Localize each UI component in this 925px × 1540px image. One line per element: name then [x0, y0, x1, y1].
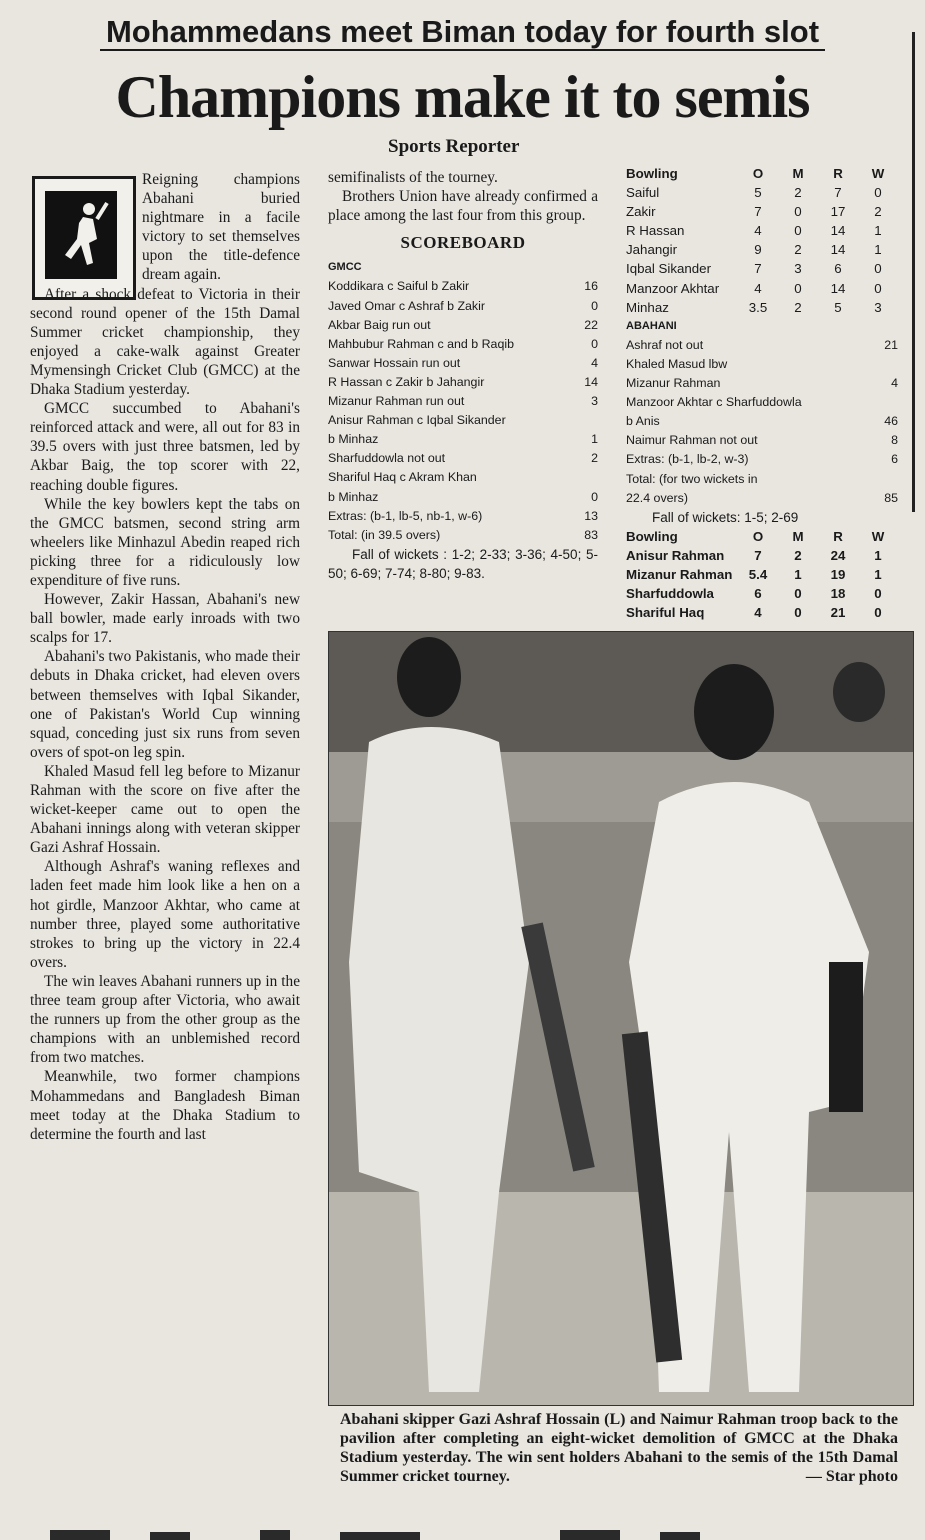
overs: 4 — [754, 280, 762, 296]
runs-conceded: 19 — [830, 566, 846, 582]
batting-row — [626, 412, 898, 431]
column-rule — [912, 32, 915, 512]
maidens: 0 — [794, 586, 802, 602]
batsman-entry: Naimur Rahman not out — [626, 433, 758, 448]
cut-off-text-fragment — [40, 1526, 900, 1540]
batsman-entry: b Minhaz — [328, 432, 379, 447]
paragraph: Khaled Masud fell leg before to Mizanur Rahman with the score on five after the wicket-keeper came out to open the Abahani innings along with veteran skipper Gazi Ashraf Hossain. — [30, 762, 300, 857]
batting-row — [626, 489, 898, 508]
bowling-row — [626, 603, 898, 622]
wickets: 0 — [874, 280, 882, 296]
bowler-name: Anisur Rahman — [626, 547, 725, 563]
maidens: 2 — [794, 547, 802, 563]
wickets: 0 — [874, 185, 882, 201]
bowler-name: Saiful — [626, 185, 660, 201]
bowling-row — [626, 546, 898, 565]
team-name: ABAHANI — [626, 319, 677, 332]
batting-row — [626, 336, 898, 355]
paragraph: Reigning champions Abahani buried nightmare in a facile victory to set themselves upon the title-defence dream again. — [142, 171, 300, 284]
article-column-2 — [328, 168, 598, 583]
byline: Sports Reporter — [388, 136, 520, 157]
batsman-entry: Khaled Masud lbw — [626, 356, 728, 371]
runs-conceded: 14 — [830, 242, 846, 258]
batting-row — [328, 392, 598, 411]
runs: 21 — [884, 337, 898, 352]
col-m: M — [792, 528, 804, 544]
runs-conceded: 17 — [830, 204, 846, 220]
overs: 9 — [754, 242, 762, 258]
paragraph: Meanwhile, two former champions Mohammedans and Bangladesh Biman meet today at the Dhaka Stadium to determine the fourth and last — [30, 1068, 300, 1143]
bowling-row — [626, 259, 898, 278]
runs: 16 — [584, 279, 598, 294]
wickets: 1 — [874, 547, 882, 563]
batting-row — [626, 393, 898, 412]
runs: 0 — [591, 336, 598, 351]
batsman-entry: Extras: (b-1, lb-2, w-3) — [626, 452, 749, 467]
runs-conceded: 18 — [830, 586, 846, 602]
col-o: O — [752, 528, 764, 544]
runs-conceded: 6 — [834, 261, 842, 277]
scoreboard-title: SCOREBOARD — [400, 233, 526, 253]
wickets: 1 — [874, 223, 882, 239]
runs: 4 — [591, 355, 598, 370]
paragraph: However, Zakir Hassan, Abahani's new ball bowler, made early inroads with two scalps for 17. — [30, 591, 300, 647]
bowling-header — [626, 164, 898, 183]
batting-row — [626, 374, 898, 393]
maidens: 2 — [794, 299, 802, 315]
batsman-entry: 22.4 overs) — [626, 490, 688, 505]
batting-row — [328, 449, 598, 468]
bowler-name: Minhaz — [626, 299, 669, 315]
batsman-entry: Akbar Baig run out — [328, 317, 431, 332]
batsman-entry: Total: (for two wickets in — [626, 471, 758, 486]
bowling-row — [626, 279, 898, 298]
kicker-headline — [0, 14, 925, 50]
bowling-header — [626, 527, 898, 546]
batsman-entry: Javed Omar c Ashraf b Zakir — [328, 298, 485, 313]
bowler-name: Manzoor Akhtar — [626, 280, 720, 296]
bowling-row — [626, 240, 898, 259]
paragraph: Brothers Union have already confirmed a place among the last four from this group. — [328, 188, 598, 225]
wickets: 1 — [874, 242, 882, 258]
bowling-row — [626, 565, 898, 584]
batting-row — [626, 355, 898, 374]
batting-row — [328, 411, 598, 430]
batsman-entry: Anisur Rahman c Iqbal Sikander — [328, 413, 506, 428]
batsman-entry: Mahbubur Rahman c and b Raqib — [328, 336, 514, 351]
runs: 22 — [584, 317, 598, 332]
wickets: 2 — [874, 204, 882, 220]
photo-caption — [340, 1410, 898, 1486]
batsman-entry: Koddikara c Saiful b Zakir — [328, 279, 470, 294]
overs: 5 — [754, 185, 762, 201]
runs: 3 — [591, 394, 598, 409]
batsman-entry: Extras: (b-1, lb-5, nb-1, w-6) — [328, 508, 483, 523]
runs-conceded: 14 — [830, 223, 846, 239]
wickets: 0 — [874, 586, 882, 602]
bowler-name: Mizanur Rahman — [626, 566, 733, 582]
batting-row — [328, 507, 598, 526]
batsman-entry: b Anis — [626, 414, 660, 429]
overs: 4 — [754, 605, 762, 621]
runs: 85 — [884, 490, 898, 505]
bowling-row — [626, 202, 898, 221]
runs-conceded: 14 — [830, 280, 846, 296]
caption-text: Abahani skipper Gazi Ashraf Hossain (L) and Naimur Rahman troop back to the pavilion after completing an eight-wicket demolition of GMCC at the Dhaka Stadium yesterday. The win sent holders Abahani to the semis of the 15th Damal Summer cricket tourney. — [340, 1411, 898, 1485]
maidens: 3 — [794, 261, 802, 277]
scoreboard-batting-gmcc — [328, 258, 598, 583]
batsman-entry: Shariful Haq c Akram Khan — [328, 470, 477, 485]
col-r: R — [833, 166, 843, 181]
batting-row — [626, 450, 898, 469]
bowling-label: Bowling — [626, 166, 678, 181]
batsman-entry: Sharfuddowla not out — [328, 451, 446, 466]
batting-row — [328, 526, 598, 545]
bowling-label: Bowling — [626, 528, 678, 544]
col-o: O — [752, 166, 764, 181]
maidens: 0 — [794, 204, 802, 220]
overs: 7 — [754, 204, 762, 220]
batsman-entry: Manzoor Akhtar c Sharfuddowla — [626, 395, 802, 410]
bowler-name: Sharfuddowla — [626, 586, 714, 602]
runs-conceded: 7 — [834, 185, 842, 201]
batting-row — [328, 335, 598, 354]
overs: 7 — [754, 547, 762, 563]
paragraph: Abahani's two Pakistanis, who made their debuts in Dhaka cricket, had eleven overs between themselves with Iqbal Sikander, one of Pakistan's World Cup winning squad, conceding just six runs from seven overs of spot-on leg spin. — [30, 648, 300, 761]
runs-conceded: 24 — [830, 547, 846, 563]
bowler-name: Iqbal Sikander — [626, 261, 712, 277]
runs: 83 — [584, 527, 598, 542]
batting-row — [328, 277, 598, 296]
paragraph: Although Ashraf's waning reflexes and laden feet made him look like a hen on a hot girdle, Manzoor Akhtar, who came at number three, played some authoritative strokes to bring up the victory in 22.4 overs. — [30, 858, 300, 971]
wickets: 0 — [874, 261, 882, 277]
paragraph: semifinalists of the tourney. — [328, 169, 498, 186]
bowler-name: Zakir — [626, 204, 656, 220]
wickets: 1 — [874, 566, 882, 582]
fall-of-wickets: Fall of wickets: 1-5; 2-69 — [652, 509, 799, 525]
overs: 7 — [754, 261, 762, 277]
runs: 4 — [891, 376, 898, 391]
runs: 0 — [591, 298, 598, 313]
batsman-entry: Mizanur Rahman — [626, 376, 721, 391]
batting-row — [626, 431, 898, 450]
bowling-row — [626, 183, 898, 202]
scoreboard-batting-abahani — [626, 317, 898, 527]
runs: 1 — [591, 432, 598, 447]
runs-conceded: 21 — [830, 605, 846, 621]
paragraph: While the key bowlers kept the tabs on the GMCC batsmen, second string arm wheelers like Minhazul Abedin reaped rich picking three for a ridiculously low expenditure of five runs. — [30, 495, 300, 589]
col-r: R — [833, 528, 843, 544]
runs-conceded: 5 — [834, 299, 842, 315]
batting-row — [328, 488, 598, 507]
maidens: 2 — [794, 185, 802, 201]
kicker-text: Mohammedans meet Biman today for fourth slot — [100, 14, 825, 51]
batting-row — [328, 297, 598, 316]
batsman-entry: Sanwar Hossain run out — [328, 355, 461, 370]
article-column-1 — [30, 170, 300, 1144]
bowling-row — [626, 221, 898, 240]
col-w: W — [871, 528, 885, 544]
batting-row — [328, 373, 598, 392]
overs: 4 — [754, 223, 762, 239]
maidens: 0 — [794, 280, 802, 296]
photo-credit: — Star photo — [805, 1468, 898, 1485]
team-name: GMCC — [328, 261, 362, 274]
bowler-name: R Hassan — [626, 223, 685, 239]
wickets: 3 — [874, 299, 882, 315]
bowling-row — [626, 298, 898, 317]
maidens: 2 — [794, 242, 802, 258]
col-m: M — [792, 166, 804, 181]
bowling-row — [626, 584, 898, 603]
paragraph: GMCC succumbed to Abahani's reinforced attack and were, all out for 83 in 39.5 overs with just three batsmen, led by Akbar Baig, the top scorer with 22, reaching double figures. — [30, 400, 300, 494]
maidens: 1 — [794, 566, 802, 582]
runs: 2 — [591, 451, 598, 466]
main-headline: Champions make it to semis — [115, 64, 810, 130]
paragraph: After a shock defeat to Victoria in their second round opener of the 15th Damal Summer cricket championship, they enjoyed a cake-walk against Greater Mymensingh Cricket Club (GMCC) at the Dhaka Stadium yesterday. — [30, 285, 300, 399]
bowler-name: Jahangir — [626, 242, 678, 258]
batsman-entry: Ashraf not out — [626, 337, 704, 352]
overs: 5.4 — [748, 566, 768, 582]
bowler-name: Shariful Haq — [626, 605, 705, 621]
scoreboard-column-3 — [626, 164, 898, 622]
fall-of-wickets: Fall of wickets : 1-2; 2-33; 3-36; 4-50; 5-50; 6-69; 7-74; 8-80; 9-83. — [328, 546, 598, 581]
maidens: 0 — [794, 605, 802, 621]
batsman-entry: R Hassan c Zakir b Jahangir — [328, 374, 485, 389]
batting-row — [328, 316, 598, 335]
runs: 14 — [584, 374, 598, 389]
paragraph: The win leaves Abahani runners up in the three team group after Victoria, who await the runners up from the other group as the champions with an unblemished record from two matches. — [30, 972, 300, 1067]
maidens: 0 — [794, 223, 802, 239]
batting-row — [626, 470, 898, 489]
wickets: 0 — [874, 605, 882, 621]
batsman-entry: b Minhaz — [328, 489, 379, 504]
col-w: W — [871, 166, 885, 181]
batting-row — [328, 468, 598, 487]
batting-row — [328, 430, 598, 449]
runs: 6 — [891, 452, 898, 467]
runs: 0 — [591, 489, 598, 504]
overs: 3.5 — [748, 299, 768, 315]
batting-row — [328, 354, 598, 373]
runs: 13 — [584, 508, 598, 523]
runs: 8 — [891, 433, 898, 448]
batsman-entry: Mizanur Rahman run out — [328, 394, 465, 409]
batsman-entry: Total: (in 39.5 overs) — [328, 527, 441, 542]
runs: 46 — [884, 414, 898, 429]
news-photo — [328, 631, 914, 1406]
overs: 6 — [754, 586, 762, 602]
